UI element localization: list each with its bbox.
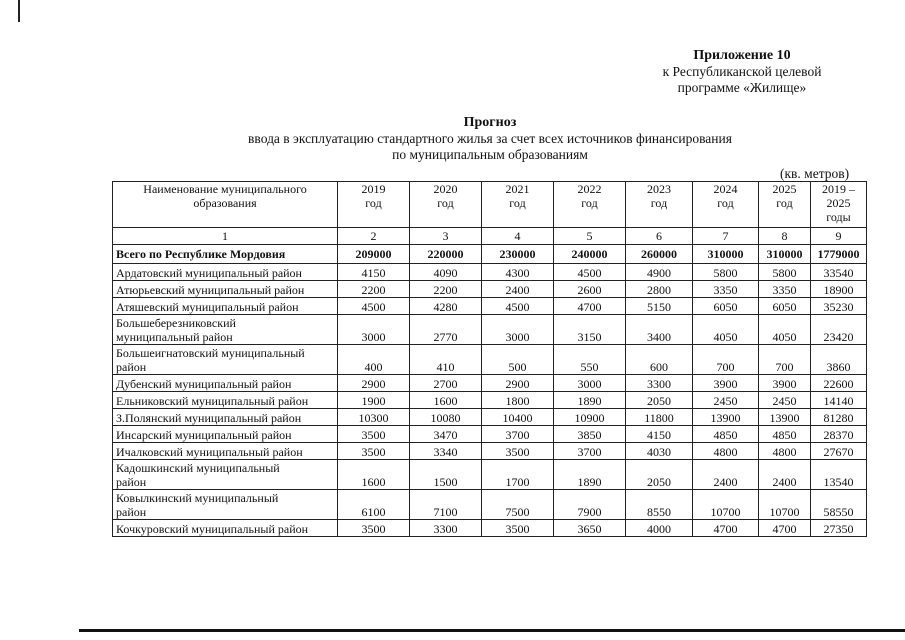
table-row bbox=[113, 264, 867, 281]
forecast-table bbox=[112, 181, 867, 537]
district-name-cell bbox=[113, 460, 338, 490]
value-cell: 410 bbox=[410, 345, 482, 375]
district-name-cell bbox=[113, 490, 338, 520]
value-cell: 8550 bbox=[626, 490, 693, 520]
district-name-line-1: Инсарский муниципальный район bbox=[116, 428, 292, 442]
value-cell: 7100 bbox=[410, 490, 482, 520]
value-cell: 2400 bbox=[482, 281, 554, 298]
value-cell: 3850 bbox=[554, 426, 626, 443]
value-cell: 14140 bbox=[811, 392, 867, 409]
value-cell: 3500 bbox=[338, 443, 410, 460]
column-index-cell: 5 bbox=[554, 228, 626, 245]
value-cell: 22600 bbox=[811, 375, 867, 392]
value-cell: 58550 bbox=[811, 490, 867, 520]
value-cell: 10400 bbox=[482, 409, 554, 426]
value-cell: 13900 bbox=[759, 409, 811, 426]
table-row bbox=[113, 375, 867, 392]
value-cell: 1890 bbox=[554, 392, 626, 409]
header-year: 2024 bbox=[713, 182, 738, 196]
value-cell: 3500 bbox=[482, 443, 554, 460]
district-name-line-1: Атюрьевский муниципальный район bbox=[116, 283, 305, 297]
value-cell: 3300 bbox=[626, 375, 693, 392]
value-cell: 7500 bbox=[482, 490, 554, 520]
header-year: 2021 bbox=[505, 182, 530, 196]
header-year-unit: год bbox=[437, 196, 454, 210]
value-cell: 6100 bbox=[338, 490, 410, 520]
value-cell: 3000 bbox=[482, 315, 554, 345]
header-year-cell bbox=[554, 182, 626, 228]
header-year-unit: год bbox=[717, 196, 734, 210]
table-row bbox=[113, 443, 867, 460]
value-cell: 3500 bbox=[338, 426, 410, 443]
district-name-line-2: район bbox=[116, 505, 147, 519]
header-name-cell bbox=[113, 182, 338, 228]
value-cell: 3470 bbox=[410, 426, 482, 443]
value-cell: 4700 bbox=[554, 298, 626, 315]
value-cell: 4150 bbox=[338, 264, 410, 281]
value-cell: 2600 bbox=[554, 281, 626, 298]
header-year: 2023 bbox=[647, 182, 671, 196]
value-cell: 33540 bbox=[811, 264, 867, 281]
total-row bbox=[113, 245, 867, 264]
value-cell: 3300 bbox=[410, 520, 482, 537]
header-year-unit: год bbox=[509, 196, 526, 210]
value-cell: 400 bbox=[338, 345, 410, 375]
value-cell: 2450 bbox=[759, 392, 811, 409]
value-cell: 700 bbox=[693, 345, 759, 375]
header-total-cell bbox=[811, 182, 867, 228]
value-cell: 1800 bbox=[482, 392, 554, 409]
value-cell: 4030 bbox=[626, 443, 693, 460]
total-value-cell: 260000 bbox=[626, 245, 693, 264]
district-name-cell bbox=[113, 409, 338, 426]
document-title: Прогноз bbox=[463, 115, 517, 130]
value-cell: 3000 bbox=[554, 375, 626, 392]
column-index-cell: 7 bbox=[693, 228, 759, 245]
value-cell: 4900 bbox=[626, 264, 693, 281]
district-name-line-2: район bbox=[116, 360, 147, 374]
district-name-cell bbox=[113, 281, 338, 298]
table-row bbox=[113, 409, 867, 426]
table-header-row bbox=[113, 182, 867, 228]
value-cell: 10900 bbox=[554, 409, 626, 426]
value-cell: 4500 bbox=[482, 298, 554, 315]
value-cell: 2050 bbox=[626, 460, 693, 490]
value-cell: 3350 bbox=[693, 281, 759, 298]
unit-label: (кв. метров) bbox=[780, 166, 850, 181]
table-row bbox=[113, 392, 867, 409]
total-value-cell: 1779000 bbox=[811, 245, 867, 264]
value-cell: 23420 bbox=[811, 315, 867, 345]
value-cell: 3700 bbox=[554, 443, 626, 460]
appendix-line-1: к Республиканской целевой bbox=[662, 64, 822, 79]
value-cell: 3400 bbox=[626, 315, 693, 345]
header-year-unit: год bbox=[365, 196, 382, 210]
value-cell: 10700 bbox=[693, 490, 759, 520]
total-value-cell: 310000 bbox=[693, 245, 759, 264]
value-cell: 6050 bbox=[693, 298, 759, 315]
appendix-note bbox=[600, 48, 884, 96]
table-body bbox=[113, 228, 867, 537]
value-cell: 4150 bbox=[626, 426, 693, 443]
value-cell: 5150 bbox=[626, 298, 693, 315]
value-cell: 600 bbox=[626, 345, 693, 375]
district-name-cell bbox=[113, 298, 338, 315]
table-row bbox=[113, 426, 867, 443]
document-subtitle-line-1: ввода в эксплуатацию стандартного жилья за счет всех источников финансирования bbox=[248, 131, 732, 146]
district-name-line-1: Кочкуровский муниципальный район bbox=[116, 522, 309, 536]
column-index-cell: 9 bbox=[811, 228, 867, 245]
header-year-unit: год bbox=[650, 196, 668, 210]
table-row bbox=[113, 315, 867, 345]
district-name-cell bbox=[113, 375, 338, 392]
district-name-line-1: Ковылкинский муниципальный bbox=[116, 491, 279, 505]
district-name-cell bbox=[113, 345, 338, 375]
value-cell: 3900 bbox=[759, 375, 811, 392]
value-cell: 4090 bbox=[410, 264, 482, 281]
value-cell: 4700 bbox=[693, 520, 759, 537]
header-total-line-2: 2025 bbox=[826, 196, 851, 210]
value-cell: 13900 bbox=[693, 409, 759, 426]
value-cell: 4500 bbox=[554, 264, 626, 281]
value-cell: 11800 bbox=[626, 409, 693, 426]
value-cell: 500 bbox=[482, 345, 554, 375]
scan-edge-bottom bbox=[79, 629, 905, 632]
district-name-cell bbox=[113, 264, 338, 281]
column-index-cell: 1 bbox=[113, 228, 338, 245]
document-subtitle-line-2: по муниципальным образованиям bbox=[392, 147, 588, 162]
district-name-cell bbox=[113, 443, 338, 460]
value-cell: 10700 bbox=[759, 490, 811, 520]
district-name-line-2: район bbox=[116, 475, 147, 489]
value-cell: 4280 bbox=[410, 298, 482, 315]
district-name-cell bbox=[113, 392, 338, 409]
value-cell: 4800 bbox=[759, 443, 811, 460]
value-cell: 3500 bbox=[338, 520, 410, 537]
district-name-line-1: Ардатовский муниципальный район bbox=[116, 266, 302, 280]
value-cell: 550 bbox=[554, 345, 626, 375]
district-name-cell bbox=[113, 315, 338, 345]
value-cell: 35230 bbox=[811, 298, 867, 315]
header-total-line-1: 2019 – bbox=[822, 182, 855, 196]
value-cell: 4850 bbox=[693, 426, 759, 443]
document-heading bbox=[160, 115, 820, 163]
scan-edge-line bbox=[18, 0, 20, 22]
value-cell: 4000 bbox=[626, 520, 693, 537]
value-cell: 1900 bbox=[338, 392, 410, 409]
header-year-unit: год bbox=[581, 196, 598, 210]
value-cell: 13540 bbox=[811, 460, 867, 490]
header-year-unit: год bbox=[776, 196, 793, 210]
value-cell: 1600 bbox=[410, 392, 482, 409]
header-year-cell bbox=[410, 182, 482, 228]
district-name-line-1: Большеигнатовский муниципальный bbox=[116, 346, 305, 360]
value-cell: 3900 bbox=[693, 375, 759, 392]
appendix-title: Приложение 10 bbox=[693, 48, 791, 63]
column-index-cell: 2 bbox=[338, 228, 410, 245]
column-index-row bbox=[113, 228, 867, 245]
header-name-line-1: Наименование муниципального bbox=[143, 182, 307, 196]
value-cell: 2900 bbox=[338, 375, 410, 392]
value-cell: 3150 bbox=[554, 315, 626, 345]
header-year: 2020 bbox=[433, 182, 458, 196]
table-row bbox=[113, 460, 867, 490]
value-cell: 28370 bbox=[811, 426, 867, 443]
value-cell: 4300 bbox=[482, 264, 554, 281]
district-name-line-1: Большеберезниковский bbox=[116, 316, 236, 330]
header-total-line-3: годы bbox=[826, 210, 851, 224]
value-cell: 3860 bbox=[811, 345, 867, 375]
value-cell: 3650 bbox=[554, 520, 626, 537]
district-name-line-1: Дубенский муниципальный район bbox=[116, 377, 292, 391]
header-year-cell bbox=[693, 182, 759, 228]
header-year: 2019 bbox=[361, 182, 386, 196]
header-year: 2022 bbox=[577, 182, 602, 196]
district-name-line-1: Кадошкинский муниципальный bbox=[116, 461, 280, 475]
value-cell: 4700 bbox=[759, 520, 811, 537]
total-value-cell: 209000 bbox=[338, 245, 410, 264]
table-row bbox=[113, 281, 867, 298]
header-name-line-2: образования bbox=[193, 196, 257, 210]
district-name-line-1: Ельниковский муниципальный район bbox=[116, 394, 309, 408]
header-year: 2025 bbox=[772, 182, 797, 196]
value-cell: 2450 bbox=[693, 392, 759, 409]
value-cell: 1890 bbox=[554, 460, 626, 490]
value-cell: 2400 bbox=[759, 460, 811, 490]
table-row bbox=[113, 298, 867, 315]
value-cell: 2050 bbox=[626, 392, 693, 409]
value-cell: 4850 bbox=[759, 426, 811, 443]
value-cell: 2200 bbox=[410, 281, 482, 298]
value-cell: 2700 bbox=[410, 375, 482, 392]
appendix-line-2: программе «Жилище» bbox=[677, 80, 807, 95]
value-cell: 3000 bbox=[338, 315, 410, 345]
district-name-line-1: З.Полянский муниципальный район bbox=[116, 411, 302, 425]
total-row-name: Всего по Республике Мордовия bbox=[113, 245, 338, 264]
value-cell: 27350 bbox=[811, 520, 867, 537]
value-cell: 2400 bbox=[693, 460, 759, 490]
value-cell: 2200 bbox=[338, 281, 410, 298]
table-row bbox=[113, 490, 867, 520]
total-value-cell: 240000 bbox=[554, 245, 626, 264]
value-cell: 2900 bbox=[482, 375, 554, 392]
value-cell: 3700 bbox=[482, 426, 554, 443]
district-name-line-1: Атяшевский муниципальный район bbox=[116, 300, 299, 314]
value-cell: 4050 bbox=[693, 315, 759, 345]
value-cell: 2800 bbox=[626, 281, 693, 298]
header-year-cell bbox=[626, 182, 693, 228]
column-index-cell: 8 bbox=[759, 228, 811, 245]
district-name-cell bbox=[113, 426, 338, 443]
total-value-cell: 230000 bbox=[482, 245, 554, 264]
value-cell: 1700 bbox=[482, 460, 554, 490]
column-index-cell: 6 bbox=[626, 228, 693, 245]
value-cell: 3350 bbox=[759, 281, 811, 298]
value-cell: 3500 bbox=[482, 520, 554, 537]
value-cell: 7900 bbox=[554, 490, 626, 520]
value-cell: 1600 bbox=[338, 460, 410, 490]
table-row bbox=[113, 345, 867, 375]
value-cell: 1500 bbox=[410, 460, 482, 490]
district-name-cell bbox=[113, 520, 338, 537]
column-index-cell: 4 bbox=[482, 228, 554, 245]
value-cell: 10080 bbox=[410, 409, 482, 426]
header-year-cell bbox=[759, 182, 811, 228]
value-cell: 81280 bbox=[811, 409, 867, 426]
total-value-cell: 310000 bbox=[759, 245, 811, 264]
value-cell: 4500 bbox=[338, 298, 410, 315]
value-cell: 6050 bbox=[759, 298, 811, 315]
value-cell: 10300 bbox=[338, 409, 410, 426]
header-year-cell bbox=[482, 182, 554, 228]
value-cell: 18900 bbox=[811, 281, 867, 298]
district-name-line-2: муниципальный район bbox=[116, 330, 233, 344]
district-name-line-1: Ичалковский муниципальный район bbox=[116, 445, 303, 459]
value-cell: 27670 bbox=[811, 443, 867, 460]
header-year-cell bbox=[338, 182, 410, 228]
value-cell: 4050 bbox=[759, 315, 811, 345]
column-index-cell: 3 bbox=[410, 228, 482, 245]
table-row bbox=[113, 520, 867, 537]
value-cell: 4800 bbox=[693, 443, 759, 460]
value-cell: 3340 bbox=[410, 443, 482, 460]
total-value-cell: 220000 bbox=[410, 245, 482, 264]
value-cell: 5800 bbox=[693, 264, 759, 281]
value-cell: 5800 bbox=[759, 264, 811, 281]
value-cell: 700 bbox=[759, 345, 811, 375]
value-cell: 2770 bbox=[410, 315, 482, 345]
